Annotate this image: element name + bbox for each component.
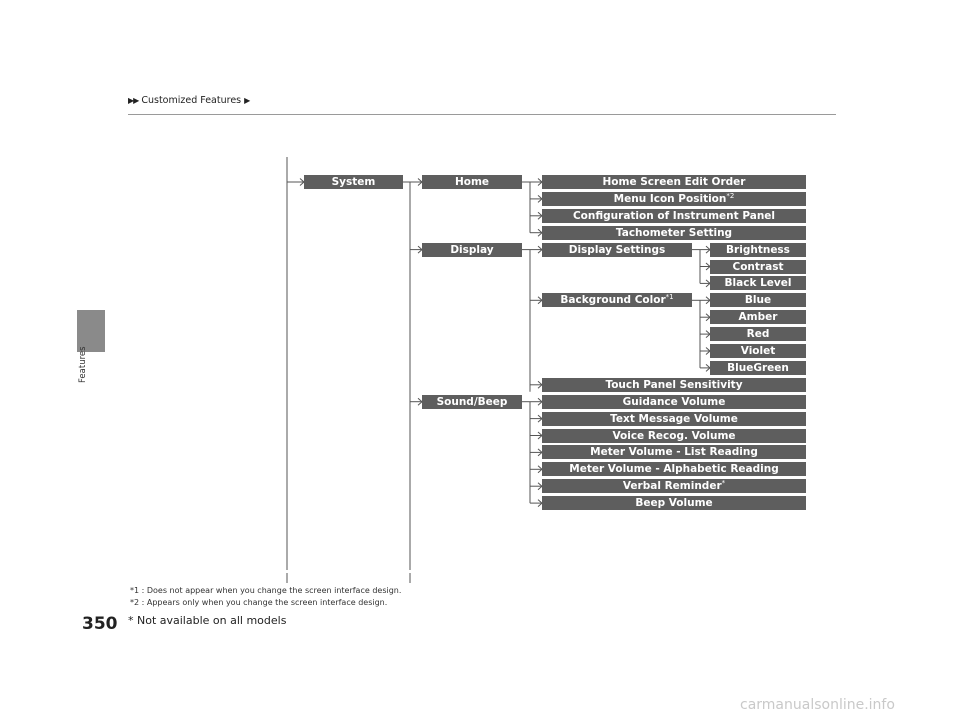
tree-node-bluegreen [710,361,806,375]
tree-node-meter-volume-alphabetic-reading [542,462,806,476]
tree-node-black-level [710,276,806,290]
tree-node-display-settings-label: Display Settings [568,243,666,256]
tree-node-home [422,175,522,189]
tree-node-system [304,175,403,189]
tree-node-brightness [710,243,806,257]
page-number: 350 [82,614,118,634]
tree-node-blue [710,293,806,307]
tree-node-sound-beep-label: Sound/Beep [436,395,508,408]
tree-node-tachometer-setting-label: Tachometer Setting [615,226,733,239]
tree-node-contrast-label: Contrast [732,260,784,273]
tree-node-display-label: Display [450,243,494,256]
tree-node-touch-panel-sensitivity-label: Touch Panel Sensitivity [605,378,743,391]
tree-node-background-color-footnote-mark: *1 [665,293,674,302]
tree-node-background-color [542,293,692,307]
tree-node-meter-volume-alphabetic-reading-label: Meter Volume - Alphabetic Reading [569,463,779,476]
tree-node-tachometer-setting [542,226,806,240]
tree-node-contrast [710,260,806,274]
tree-node-verbal-reminder [542,479,806,493]
tree-node-amber [710,310,806,324]
tree-node-verbal-reminder-label: Verbal Reminder [622,480,722,493]
tree-node-voice-recog-volume [542,429,806,443]
tree-node-home-screen-edit-order-label: Home Screen Edit Order [602,176,746,188]
tree-node-display [422,243,522,257]
tree-node-display-settings [542,243,692,257]
tree-node-system-label: System [331,176,376,188]
tree-node-beep-volume [542,496,806,510]
tree-node-beep-volume-label: Beep Volume [635,497,713,510]
watermark-text: carmanualsonline.info [740,697,895,713]
tree-node-menu-icon-position [542,192,806,206]
tree-node-voice-recog-volume-label: Voice Recog. Volume [612,429,736,442]
tree-node-red-label: Red [746,328,770,341]
tree-node-sound-beep [422,395,522,409]
tree-node-red [710,327,806,341]
tree-node-home-screen-edit-order [542,175,806,189]
tree-node-bluegreen-label: BlueGreen [727,361,789,374]
breadcrumb-arrow-icon: ▶ [244,96,250,105]
tree-node-violet-label: Violet [740,345,776,357]
tree-node-menu-icon-position-label: Menu Icon Position [613,192,727,205]
tree-node-black-level-label: Black Level [724,277,792,290]
tree-node-home-label: Home [454,176,490,188]
footnote-2: *2 : Appears only when you change the screen interface design. [130,598,388,607]
tree-node-guidance-volume [542,395,806,409]
breadcrumb-arrows-icon: ▶▶ [128,96,139,105]
tree-node-amber-label: Amber [738,311,778,324]
tree-node-configuration-of-instrument-panel-label: Configuration of Instrument Panel [572,209,776,222]
tree-node-configuration-of-instrument-panel [542,209,806,223]
tree-node-brightness-label: Brightness [726,243,790,256]
tree-node-meter-volume-list-reading [542,445,806,459]
tree-node-menu-icon-position-footnote-mark: *2 [726,191,735,200]
tree-node-blue-label: Blue [744,294,772,307]
tree-node-background-color-label: Background Color [560,294,666,307]
tree-node-verbal-reminder-footnote-mark: * [721,479,726,488]
availability-note: * Not available on all models [128,614,287,627]
section-label: Features [78,346,88,383]
tree-node-guidance-volume-label: Guidance Volume [622,395,726,408]
tree-node-text-message-volume-label: Text Message Volume [610,412,738,425]
footnote-1: *1 : Does not appear when you change the screen interface design. [130,586,402,595]
tree-node-touch-panel-sensitivity [542,378,806,392]
breadcrumb-title: Customized Features [141,95,242,106]
tree-node-violet [710,344,806,358]
tree-node-meter-volume-list-reading-label: Meter Volume - List Reading [590,446,758,459]
tree-node-text-message-volume [542,412,806,426]
